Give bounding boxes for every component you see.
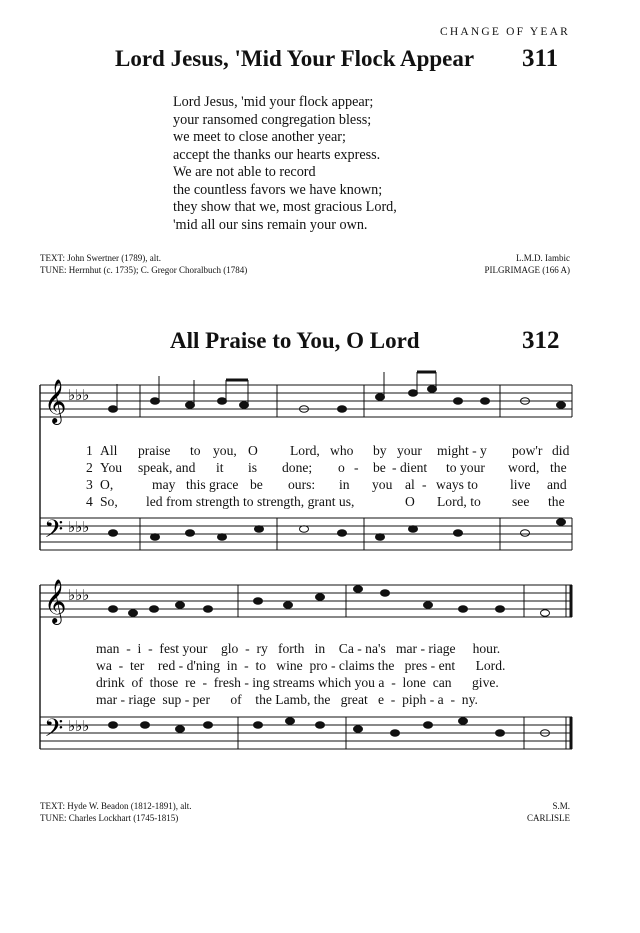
hymn-312-number: 312 <box>522 327 560 354</box>
hymn-312-credits-left <box>40 801 192 824</box>
svg-text:♭♭♭: ♭♭♭ <box>68 518 90 536</box>
svg-text:♭♭♭: ♭♭♭ <box>68 586 90 604</box>
meter: L.M.D. Iambic <box>516 253 570 263</box>
hymn-311-number: 311 <box>522 45 559 72</box>
lyric-verse-4: 4 So, led from strength to strength, grant us, O Lord, to see the <box>86 494 565 509</box>
hymn-312-title: All Praise to You, O Lord <box>170 328 420 353</box>
tune-credit: TUNE: Herrnhut (c. 1735); C. Gregor Choralbuch (1784) <box>40 264 248 275</box>
svg-text:♭♭♭: ♭♭♭ <box>68 386 90 404</box>
poem-line: accept the thanks our hearts express. <box>173 146 381 163</box>
svg-text:𝄞: 𝄞 <box>44 379 67 423</box>
lyric-verse-3-cont: drink of those re - fresh - ing streams which you a - lone can give. <box>96 675 499 690</box>
lyric-verse-2: 2 You speak, and it is done; o - be - dient to your word, the <box>86 460 567 475</box>
poem-line: 'mid all our sins remain your own. <box>173 216 368 233</box>
svg-text:♭♭♭: ♭♭♭ <box>68 717 90 735</box>
hymn-311-credits-right <box>485 253 571 276</box>
poem-line: your ransomed congregation bless; <box>173 111 372 128</box>
poem-line: We are not able to record <box>173 164 316 180</box>
hymn-311-title: Lord Jesus, 'Mid Your Flock Appear <box>115 46 475 71</box>
meter: S.M. <box>552 801 570 811</box>
hymn-311-credits-left <box>40 253 247 276</box>
svg-text:𝄞: 𝄞 <box>44 579 67 623</box>
lyric-verse-4-cont: mar - riage sup - per of the Lamb, the great e - piph - a - ny. <box>96 692 478 707</box>
tune-credit: TUNE: Charles Lockhart (1745-1815) <box>40 812 179 823</box>
tune-name: PILGRIMAGE (166 A) <box>484 264 570 275</box>
svg-text:𝄢: 𝄢 <box>44 714 64 749</box>
lyric-verse-2-cont: wa - ter red - d'ning in - to wine pro - claims the pres - ent Lord. <box>96 658 506 673</box>
text-credit: TEXT: Hyde W. Beadon (1812-1891), alt. <box>40 801 192 811</box>
poem-line: Lord Jesus, 'mid your flock appear; <box>173 94 374 110</box>
section-header: CHANGE OF YEAR <box>439 26 570 38</box>
lyric-verse-1-cont: man - i - fest your glo - ry forth in Ca - na's mar - riage hour. <box>96 641 501 656</box>
text-credit: TEXT: John Swertner (1789), alt. <box>40 253 162 263</box>
lyric-verse-1: 1 All praise to you, O Lord, who by your might - y pow'r did <box>86 443 570 458</box>
tune-name: CARLISLE <box>526 812 570 823</box>
hymn-311-text <box>173 94 397 234</box>
svg-text:𝄢: 𝄢 <box>44 515 64 550</box>
lyric-verse-3: 3 O, may this grace be ours: in you al - ways to live and <box>86 477 567 492</box>
hymn-312-credits-right <box>527 801 570 824</box>
poem-line: they show that we, most gracious Lord, <box>173 199 397 215</box>
poem-line: the countless favors we have known; <box>173 181 383 198</box>
poem-line: we meet to close another year; <box>173 129 346 145</box>
